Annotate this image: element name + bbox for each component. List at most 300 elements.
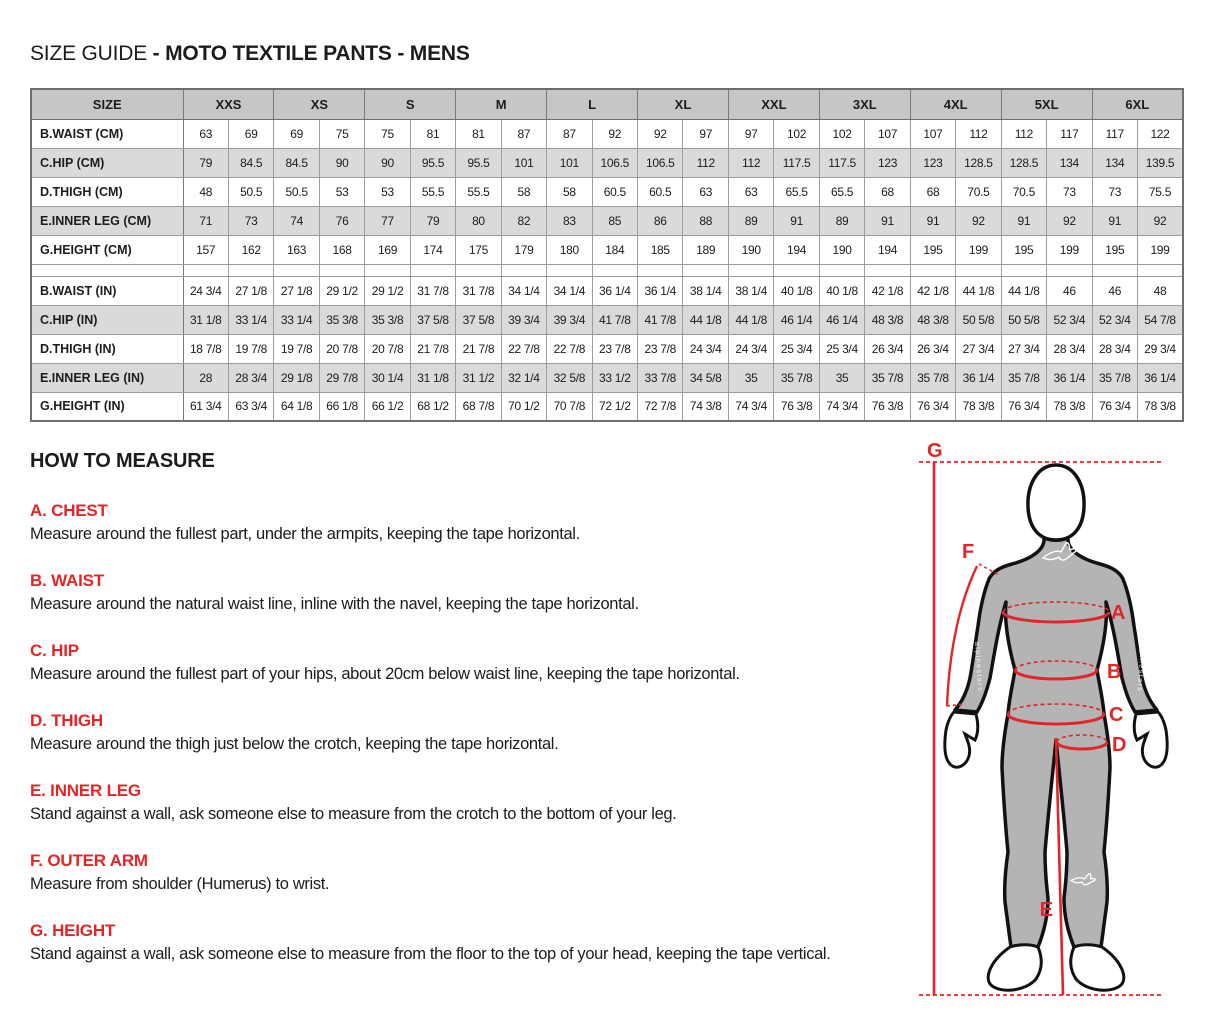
size-value-cell: 122 bbox=[1138, 119, 1183, 148]
page-title-regular: SIZE GUIDE bbox=[30, 42, 153, 65]
size-value-cell: 63 bbox=[728, 177, 773, 206]
size-value-cell: 44 1/8 bbox=[1001, 276, 1046, 305]
separator-cell bbox=[183, 264, 228, 276]
table-row bbox=[31, 392, 1183, 421]
size-value-cell: 77 bbox=[365, 206, 410, 235]
size-value-cell: 91 bbox=[1001, 206, 1046, 235]
size-value-cell: 84.5 bbox=[274, 148, 319, 177]
size-value-cell: 78 3/8 bbox=[956, 392, 1001, 421]
measure-item bbox=[30, 570, 914, 616]
size-value-cell: 64 1/8 bbox=[274, 392, 319, 421]
measure-item bbox=[30, 850, 914, 896]
size-value-cell: 106.5 bbox=[592, 148, 637, 177]
size-value-cell: 76 bbox=[319, 206, 364, 235]
size-value-cell: 73 bbox=[1047, 177, 1092, 206]
size-value-cell: 76 3/4 bbox=[1092, 392, 1137, 421]
size-value-cell: 35 bbox=[819, 363, 864, 392]
how-to-measure-heading: HOW TO MEASURE bbox=[30, 450, 215, 472]
size-value-cell: 194 bbox=[774, 235, 819, 264]
size-value-cell: 97 bbox=[728, 119, 773, 148]
size-value-cell: 50 5/8 bbox=[1001, 305, 1046, 334]
size-value-cell: 30 1/4 bbox=[365, 363, 410, 392]
size-header: M bbox=[456, 89, 547, 119]
measure-item-text: Stand against a wall, ask someone else to measure from the crotch to the bottom of your leg. bbox=[30, 805, 677, 823]
size-value-cell: 22 7/8 bbox=[501, 334, 546, 363]
size-value-cell: 53 bbox=[365, 177, 410, 206]
size-value-cell: 90 bbox=[319, 148, 364, 177]
size-value-cell: 27 3/4 bbox=[1001, 334, 1046, 363]
table-row bbox=[31, 276, 1183, 305]
size-value-cell: 79 bbox=[410, 206, 455, 235]
size-value-cell: 31 7/8 bbox=[410, 276, 455, 305]
size-value-cell: 92 bbox=[638, 119, 683, 148]
size-value-cell: 40 1/8 bbox=[774, 276, 819, 305]
size-value-cell: 38 1/4 bbox=[728, 276, 773, 305]
size-value-cell: 102 bbox=[774, 119, 819, 148]
size-value-cell: 162 bbox=[228, 235, 273, 264]
size-value-cell: 26 3/4 bbox=[910, 334, 955, 363]
figure-head bbox=[1028, 465, 1084, 540]
figure-label-b: B bbox=[1107, 661, 1122, 683]
page-title bbox=[30, 42, 470, 66]
size-value-cell: 32 5/8 bbox=[547, 363, 592, 392]
separator-cell bbox=[592, 264, 637, 276]
size-value-cell: 21 7/8 bbox=[456, 334, 501, 363]
size-value-cell: 33 1/2 bbox=[592, 363, 637, 392]
size-value-cell: 179 bbox=[501, 235, 546, 264]
size-value-cell: 66 1/8 bbox=[319, 392, 364, 421]
size-value-cell: 80 bbox=[456, 206, 501, 235]
size-value-cell: 33 1/4 bbox=[228, 305, 273, 334]
size-value-cell: 117.5 bbox=[774, 148, 819, 177]
size-value-cell: 128.5 bbox=[1001, 148, 1046, 177]
row-label: G.HEIGHT (IN) bbox=[31, 392, 183, 421]
size-value-cell: 175 bbox=[456, 235, 501, 264]
row-label: C.HIP (CM) bbox=[31, 148, 183, 177]
size-value-cell: 123 bbox=[865, 148, 910, 177]
size-header: 5XL bbox=[1001, 89, 1092, 119]
size-value-cell: 72 1/2 bbox=[592, 392, 637, 421]
table-row bbox=[31, 235, 1183, 264]
size-value-cell: 36 1/4 bbox=[592, 276, 637, 305]
row-label: D.THIGH (IN) bbox=[31, 334, 183, 363]
separator-cell bbox=[319, 264, 364, 276]
size-value-cell: 48 3/8 bbox=[865, 305, 910, 334]
separator-cell bbox=[728, 264, 773, 276]
size-value-cell: 34 5/8 bbox=[683, 363, 728, 392]
size-value-cell: 39 3/4 bbox=[501, 305, 546, 334]
measure-item-text: Measure around the natural waist line, inline with the navel, keeping the tape horizontal. bbox=[30, 595, 639, 613]
separator-cell bbox=[1001, 264, 1046, 276]
size-value-cell: 63 3/4 bbox=[228, 392, 273, 421]
size-value-cell: 55.5 bbox=[410, 177, 455, 206]
size-value-cell: 41 7/8 bbox=[638, 305, 683, 334]
separator-cell bbox=[547, 264, 592, 276]
size-value-cell: 73 bbox=[228, 206, 273, 235]
separator-cell bbox=[956, 264, 1001, 276]
size-value-cell: 70 1/2 bbox=[501, 392, 546, 421]
size-value-cell: 82 bbox=[501, 206, 546, 235]
size-value-cell: 199 bbox=[1047, 235, 1092, 264]
size-value-cell: 117 bbox=[1047, 119, 1092, 148]
size-header: S bbox=[365, 89, 456, 119]
size-value-cell: 35 7/8 bbox=[910, 363, 955, 392]
size-header: 3XL bbox=[819, 89, 910, 119]
size-value-cell: 60.5 bbox=[592, 177, 637, 206]
size-value-cell: 38 1/4 bbox=[683, 276, 728, 305]
size-value-cell: 112 bbox=[683, 148, 728, 177]
measure-item-text: Measure around the fullest part of your hips, about 20cm below waist line, keeping the tape horizontal. bbox=[30, 665, 740, 683]
table-row bbox=[31, 305, 1183, 334]
figure-label-e: E bbox=[1039, 899, 1053, 921]
size-value-cell: 46 bbox=[1092, 276, 1137, 305]
table-row bbox=[31, 363, 1183, 392]
figure-label-a: A bbox=[1111, 602, 1126, 624]
measure-item-label: B. WAIST bbox=[30, 571, 104, 590]
size-value-cell: 35 3/8 bbox=[365, 305, 410, 334]
size-value-cell: 68 7/8 bbox=[456, 392, 501, 421]
size-value-cell: 35 bbox=[728, 363, 773, 392]
row-label: B.WAIST (IN) bbox=[31, 276, 183, 305]
size-value-cell: 86 bbox=[638, 206, 683, 235]
size-header: XXS bbox=[183, 89, 274, 119]
size-value-cell: 39 3/4 bbox=[547, 305, 592, 334]
separator-cell bbox=[683, 264, 728, 276]
size-value-cell: 107 bbox=[910, 119, 955, 148]
table-row bbox=[31, 148, 1183, 177]
size-value-cell: 79 bbox=[183, 148, 228, 177]
size-value-cell: 36 1/4 bbox=[1047, 363, 1092, 392]
size-value-cell: 91 bbox=[865, 206, 910, 235]
size-value-cell: 54 7/8 bbox=[1138, 305, 1183, 334]
size-value-cell: 72 7/8 bbox=[638, 392, 683, 421]
measure-item bbox=[30, 500, 914, 546]
size-value-cell: 81 bbox=[410, 119, 455, 148]
size-value-cell: 48 3/8 bbox=[910, 305, 955, 334]
size-value-cell: 52 3/4 bbox=[1092, 305, 1137, 334]
size-value-cell: 35 3/8 bbox=[319, 305, 364, 334]
size-value-cell: 168 bbox=[319, 235, 364, 264]
size-value-cell: 35 7/8 bbox=[865, 363, 910, 392]
separator-cell bbox=[774, 264, 819, 276]
measure-item-text: Stand against a wall, ask someone else to measure from the floor to the top of your head, keeping the tape vertical. bbox=[30, 945, 831, 963]
size-value-cell: 31 1/8 bbox=[410, 363, 455, 392]
row-label: E.INNER LEG (CM) bbox=[31, 206, 183, 235]
size-value-cell: 50.5 bbox=[274, 177, 319, 206]
size-value-cell: 24 3/4 bbox=[728, 334, 773, 363]
size-value-cell: 91 bbox=[1092, 206, 1137, 235]
size-value-cell: 37 5/8 bbox=[456, 305, 501, 334]
size-table bbox=[30, 88, 1184, 422]
size-value-cell: 190 bbox=[728, 235, 773, 264]
size-value-cell: 112 bbox=[1001, 119, 1046, 148]
size-value-cell: 44 1/8 bbox=[728, 305, 773, 334]
size-header: XS bbox=[274, 89, 365, 119]
size-value-cell: 70 7/8 bbox=[547, 392, 592, 421]
size-value-cell: 40 1/8 bbox=[819, 276, 864, 305]
size-value-cell: 163 bbox=[274, 235, 319, 264]
size-value-cell: 46 1/4 bbox=[819, 305, 864, 334]
size-value-cell: 92 bbox=[1047, 206, 1092, 235]
size-value-cell: 117.5 bbox=[819, 148, 864, 177]
separator-cell bbox=[819, 264, 864, 276]
size-value-cell: 29 1/2 bbox=[319, 276, 364, 305]
measure-item-text: Measure from shoulder (Humerus) to wrist. bbox=[30, 875, 330, 893]
size-value-cell: 48 bbox=[183, 177, 228, 206]
size-value-cell: 52 3/4 bbox=[1047, 305, 1092, 334]
size-value-cell: 58 bbox=[547, 177, 592, 206]
size-value-cell: 46 1/4 bbox=[774, 305, 819, 334]
row-label: B.WAIST (CM) bbox=[31, 119, 183, 148]
size-value-cell: 24 3/4 bbox=[683, 334, 728, 363]
size-value-cell: 95.5 bbox=[456, 148, 501, 177]
size-value-cell: 199 bbox=[956, 235, 1001, 264]
body-diagram bbox=[905, 438, 1210, 1028]
figure-label-g: G bbox=[927, 440, 943, 462]
size-value-cell: 34 1/4 bbox=[547, 276, 592, 305]
size-value-cell: 32 1/4 bbox=[501, 363, 546, 392]
measure-item bbox=[30, 780, 914, 826]
table-row bbox=[31, 177, 1183, 206]
size-value-cell: 68 bbox=[910, 177, 955, 206]
how-to-measure-section bbox=[30, 450, 914, 990]
size-value-cell: 89 bbox=[728, 206, 773, 235]
row-label: E.INNER LEG (IN) bbox=[31, 363, 183, 392]
table-row bbox=[31, 206, 1183, 235]
size-value-cell: 97 bbox=[683, 119, 728, 148]
size-value-cell: 74 bbox=[274, 206, 319, 235]
size-value-cell: 76 3/4 bbox=[1001, 392, 1046, 421]
size-value-cell: 75 bbox=[365, 119, 410, 148]
size-value-cell: 63 bbox=[683, 177, 728, 206]
size-value-cell: 112 bbox=[956, 119, 1001, 148]
size-value-cell: 123 bbox=[910, 148, 955, 177]
size-value-cell: 25 3/4 bbox=[774, 334, 819, 363]
size-value-cell: 28 bbox=[183, 363, 228, 392]
figure-right-foot bbox=[1071, 945, 1124, 990]
separator-cell bbox=[410, 264, 455, 276]
size-value-cell: 28 3/4 bbox=[1047, 334, 1092, 363]
size-value-cell: 29 1/2 bbox=[365, 276, 410, 305]
size-value-cell: 41 7/8 bbox=[592, 305, 637, 334]
size-value-cell: 20 7/8 bbox=[319, 334, 364, 363]
size-value-cell: 50.5 bbox=[228, 177, 273, 206]
measure-item bbox=[30, 920, 914, 966]
size-value-cell: 24 3/4 bbox=[183, 276, 228, 305]
size-value-cell: 23 7/8 bbox=[592, 334, 637, 363]
page-title-bold: - MOTO TEXTILE PANTS - MENS bbox=[152, 42, 470, 65]
size-value-cell: 55.5 bbox=[456, 177, 501, 206]
how-to-measure-list bbox=[30, 500, 914, 966]
row-label: C.HIP (IN) bbox=[31, 305, 183, 334]
size-value-cell: 44 1/8 bbox=[683, 305, 728, 334]
size-value-cell: 29 1/8 bbox=[274, 363, 319, 392]
size-value-cell: 195 bbox=[1092, 235, 1137, 264]
size-value-cell: 27 1/8 bbox=[228, 276, 273, 305]
size-value-cell: 27 1/8 bbox=[274, 276, 319, 305]
measure-item-label: G. HEIGHT bbox=[30, 921, 116, 940]
size-value-cell: 81 bbox=[456, 119, 501, 148]
size-value-cell: 185 bbox=[638, 235, 683, 264]
size-value-cell: 73 bbox=[1092, 177, 1137, 206]
figure-left-hand bbox=[945, 712, 978, 767]
figure-label-f: F bbox=[962, 541, 975, 563]
size-value-cell: 112 bbox=[728, 148, 773, 177]
measure-item-label: E. INNER LEG bbox=[30, 781, 141, 800]
size-value-cell: 69 bbox=[274, 119, 319, 148]
size-value-cell: 90 bbox=[365, 148, 410, 177]
measure-item bbox=[30, 710, 914, 756]
size-value-cell: 20 7/8 bbox=[365, 334, 410, 363]
alpinestars-wordmark: alpinestars bbox=[1135, 641, 1146, 693]
size-value-cell: 74 3/4 bbox=[728, 392, 773, 421]
size-value-cell: 37 5/8 bbox=[410, 305, 455, 334]
size-value-cell: 33 7/8 bbox=[638, 363, 683, 392]
size-value-cell: 19 7/8 bbox=[228, 334, 273, 363]
separator-cell bbox=[31, 264, 183, 276]
size-value-cell: 128.5 bbox=[956, 148, 1001, 177]
measure-item-text: Measure around the thigh just below the crotch, keeping the tape horizontal. bbox=[30, 735, 559, 753]
separator-cell bbox=[910, 264, 955, 276]
size-value-cell: 184 bbox=[592, 235, 637, 264]
size-value-cell: 69 bbox=[228, 119, 273, 148]
size-value-cell: 169 bbox=[365, 235, 410, 264]
size-value-cell: 74 3/4 bbox=[819, 392, 864, 421]
size-value-cell: 61 3/4 bbox=[183, 392, 228, 421]
separator-cell bbox=[638, 264, 683, 276]
size-header: XL bbox=[638, 89, 729, 119]
size-value-cell: 101 bbox=[547, 148, 592, 177]
separator-cell bbox=[456, 264, 501, 276]
alpinestars-wordmark: alpinestars bbox=[973, 641, 984, 693]
size-value-cell: 180 bbox=[547, 235, 592, 264]
size-value-cell: 92 bbox=[592, 119, 637, 148]
size-value-cell: 95.5 bbox=[410, 148, 455, 177]
separator-cell bbox=[1092, 264, 1137, 276]
size-value-cell: 76 3/4 bbox=[910, 392, 955, 421]
table-separator-row bbox=[31, 264, 1183, 276]
size-value-cell: 33 1/4 bbox=[274, 305, 319, 334]
size-value-cell: 87 bbox=[501, 119, 546, 148]
separator-cell bbox=[228, 264, 273, 276]
measure-item bbox=[30, 640, 914, 686]
size-value-cell: 174 bbox=[410, 235, 455, 264]
size-value-cell: 42 1/8 bbox=[910, 276, 955, 305]
size-value-cell: 89 bbox=[819, 206, 864, 235]
size-header: 6XL bbox=[1092, 89, 1183, 119]
size-value-cell: 76 3/8 bbox=[774, 392, 819, 421]
separator-cell bbox=[501, 264, 546, 276]
size-value-cell: 78 3/8 bbox=[1047, 392, 1092, 421]
separator-cell bbox=[274, 264, 319, 276]
figure-right-hand bbox=[1134, 712, 1167, 767]
size-header: 4XL bbox=[910, 89, 1001, 119]
size-value-cell: 65.5 bbox=[774, 177, 819, 206]
size-value-cell: 34 1/4 bbox=[501, 276, 546, 305]
size-value-cell: 31 7/8 bbox=[456, 276, 501, 305]
separator-cell bbox=[1138, 264, 1183, 276]
size-value-cell: 91 bbox=[910, 206, 955, 235]
separator-cell bbox=[365, 264, 410, 276]
size-value-cell: 84.5 bbox=[228, 148, 273, 177]
size-value-cell: 28 3/4 bbox=[1092, 334, 1137, 363]
size-value-cell: 88 bbox=[683, 206, 728, 235]
table-row bbox=[31, 119, 1183, 148]
size-value-cell: 28 3/4 bbox=[228, 363, 273, 392]
size-value-cell: 35 7/8 bbox=[1092, 363, 1137, 392]
size-value-cell: 92 bbox=[956, 206, 1001, 235]
size-header: XXL bbox=[728, 89, 819, 119]
size-value-cell: 75 bbox=[319, 119, 364, 148]
size-value-cell: 31 1/2 bbox=[456, 363, 501, 392]
size-value-cell: 78 3/8 bbox=[1138, 392, 1183, 421]
size-value-cell: 53 bbox=[319, 177, 364, 206]
size-value-cell: 134 bbox=[1092, 148, 1137, 177]
measure-item-label: F. OUTER ARM bbox=[30, 851, 148, 870]
size-value-cell: 18 7/8 bbox=[183, 334, 228, 363]
size-value-cell: 48 bbox=[1138, 276, 1183, 305]
size-value-cell: 58 bbox=[501, 177, 546, 206]
size-value-cell: 27 3/4 bbox=[956, 334, 1001, 363]
size-value-cell: 190 bbox=[819, 235, 864, 264]
size-value-cell: 35 7/8 bbox=[1001, 363, 1046, 392]
size-value-cell: 63 bbox=[183, 119, 228, 148]
size-value-cell: 42 1/8 bbox=[865, 276, 910, 305]
size-value-cell: 107 bbox=[865, 119, 910, 148]
size-header: L bbox=[547, 89, 638, 119]
size-value-cell: 19 7/8 bbox=[274, 334, 319, 363]
size-value-cell: 60.5 bbox=[638, 177, 683, 206]
size-value-cell: 66 1/2 bbox=[365, 392, 410, 421]
size-value-cell: 21 7/8 bbox=[410, 334, 455, 363]
size-value-cell: 23 7/8 bbox=[638, 334, 683, 363]
measure-item-text: Measure around the fullest part, under the armpits, keeping the tape horizontal. bbox=[30, 525, 580, 543]
size-value-cell: 35 7/8 bbox=[774, 363, 819, 392]
size-value-cell: 134 bbox=[1047, 148, 1092, 177]
measure-item-label: D. THIGH bbox=[30, 711, 104, 730]
size-value-cell: 70.5 bbox=[956, 177, 1001, 206]
size-value-cell: 36 1/4 bbox=[956, 363, 1001, 392]
size-value-cell: 44 1/8 bbox=[956, 276, 1001, 305]
size-value-cell: 106.5 bbox=[638, 148, 683, 177]
size-column-header: SIZE bbox=[31, 89, 183, 119]
size-value-cell: 31 1/8 bbox=[183, 305, 228, 334]
size-value-cell: 50 5/8 bbox=[956, 305, 1001, 334]
measure-item-label: A. CHEST bbox=[30, 501, 108, 520]
size-value-cell: 83 bbox=[547, 206, 592, 235]
size-value-cell: 87 bbox=[547, 119, 592, 148]
size-value-cell: 68 1/2 bbox=[410, 392, 455, 421]
size-value-cell: 76 3/8 bbox=[865, 392, 910, 421]
size-value-cell: 74 3/8 bbox=[683, 392, 728, 421]
row-label: D.THIGH (CM) bbox=[31, 177, 183, 206]
size-value-cell: 195 bbox=[910, 235, 955, 264]
figure-label-d: D bbox=[1112, 734, 1127, 756]
measure-item-label: C. HIP bbox=[30, 641, 79, 660]
table-row bbox=[31, 334, 1183, 363]
size-value-cell: 25 3/4 bbox=[819, 334, 864, 363]
size-value-cell: 36 1/4 bbox=[638, 276, 683, 305]
size-value-cell: 199 bbox=[1138, 235, 1183, 264]
size-value-cell: 70.5 bbox=[1001, 177, 1046, 206]
size-value-cell: 92 bbox=[1138, 206, 1183, 235]
size-value-cell: 68 bbox=[865, 177, 910, 206]
size-value-cell: 117 bbox=[1092, 119, 1137, 148]
separator-cell bbox=[865, 264, 910, 276]
size-value-cell: 46 bbox=[1047, 276, 1092, 305]
size-value-cell: 36 1/4 bbox=[1138, 363, 1183, 392]
size-value-cell: 194 bbox=[865, 235, 910, 264]
